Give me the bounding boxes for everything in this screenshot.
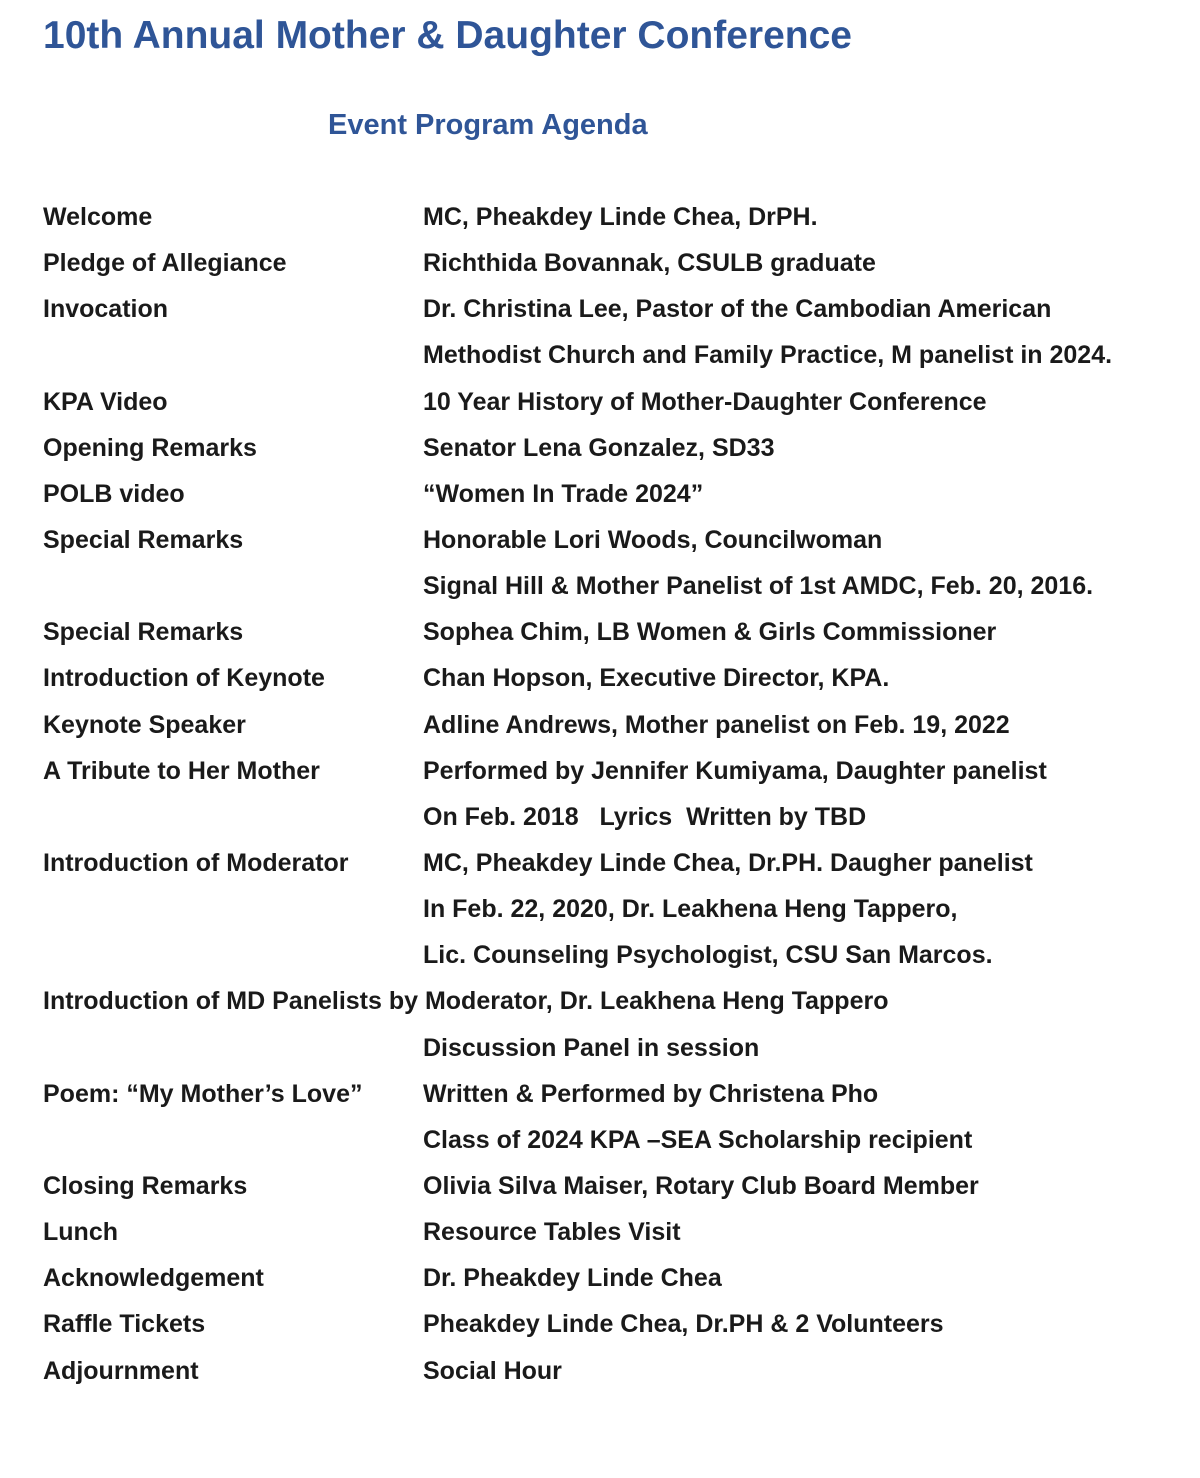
agenda-item: Raffle Tickets [43, 1310, 206, 1339]
agenda-row [43, 563, 1183, 609]
agenda-row [43, 425, 1183, 471]
agenda-row [43, 379, 1183, 425]
agenda-row [43, 332, 1183, 378]
agenda-item: Pledge of Allegiance [43, 249, 287, 278]
agenda-detail: Discussion Panel in session [423, 1033, 760, 1062]
agenda-item: POLB video [43, 479, 185, 508]
agenda-item: Introduction of Keynote [43, 664, 325, 693]
agenda-row-full-width [43, 978, 1183, 1024]
agenda-item: Special Remarks [43, 525, 244, 554]
agenda-detail: Dr. Pheakdey Linde Chea [423, 1264, 722, 1293]
agenda-detail: Sophea Chim, LB Women & Girls Commissioner [423, 618, 997, 647]
agenda-detail: Chan Hopson, Executive Director, KPA. [423, 664, 890, 693]
agenda-row [43, 1163, 1183, 1209]
agenda-detail: MC, Pheakdey Linde Chea, Dr.PH. Daugher panelist [423, 848, 1033, 877]
agenda-item: Keynote Speaker [43, 710, 246, 739]
agenda-row [43, 609, 1183, 655]
agenda-item: Lunch [43, 1218, 118, 1247]
agenda-row [43, 702, 1183, 748]
agenda-detail: Resource Tables Visit [423, 1218, 681, 1247]
agenda-item: Introduction of MD Panelists by Moderator, Dr. Leakhena Heng Tappero [43, 987, 889, 1016]
agenda-detail: Signal Hill & Mother Panelist of 1st AMDC, Feb. 20, 2016. [423, 572, 1094, 601]
agenda-row [43, 240, 1183, 286]
agenda-row [43, 471, 1183, 517]
agenda-item: Acknowledgement [43, 1264, 264, 1293]
agenda-item: A Tribute to Her Mother [43, 756, 320, 785]
agenda-detail: Senator Lena Gonzalez, SD33 [423, 433, 775, 462]
agenda-list [43, 194, 1183, 1394]
agenda-detail: Honorable Lori Woods, Councilwoman [423, 525, 883, 554]
agenda-detail: Social Hour [423, 1356, 562, 1385]
agenda-detail: “Women In Trade 2024” [423, 479, 704, 508]
agenda-row [43, 1025, 1183, 1071]
agenda-detail: In Feb. 22, 2020, Dr. Leakhena Heng Tappero, [423, 895, 958, 924]
agenda-detail: Olivia Silva Maiser, Rotary Club Board Member [423, 1171, 979, 1200]
agenda-row [43, 1117, 1183, 1163]
agenda-item: Opening Remarks [43, 433, 257, 462]
agenda-row [43, 1348, 1183, 1394]
agenda-item: Poem: “My Mother’s Love” [43, 1079, 363, 1108]
agenda-row [43, 517, 1183, 563]
agenda-item: Adjournment [43, 1356, 199, 1385]
document-subtitle: Event Program Agenda [328, 109, 648, 141]
agenda-detail: On Feb. 2018 Lyrics Written by TBD [423, 802, 867, 831]
document-title: 10th Annual Mother & Daughter Conference [43, 14, 852, 57]
agenda-detail: Adline Andrews, Mother panelist on Feb. 19, 2022 [423, 710, 1010, 739]
agenda-row [43, 794, 1183, 840]
agenda-row [43, 655, 1183, 701]
agenda-row [43, 748, 1183, 794]
agenda-row [43, 886, 1183, 932]
agenda-detail: Written & Performed by Christena Pho [423, 1079, 879, 1108]
agenda-item: Closing Remarks [43, 1171, 248, 1200]
agenda-item: Special Remarks [43, 618, 244, 647]
agenda-detail: Lic. Counseling Psychologist, CSU San Marcos. [423, 941, 993, 970]
agenda-detail: Methodist Church and Family Practice, M panelist in 2024. [423, 341, 1113, 370]
agenda-row [43, 194, 1183, 240]
agenda-item: Invocation [43, 295, 169, 324]
agenda-item: KPA Video [43, 387, 168, 416]
agenda-row [43, 932, 1183, 978]
agenda-detail: Richthida Bovannak, CSULB graduate [423, 249, 876, 278]
agenda-row [43, 1071, 1183, 1117]
agenda-detail: Class of 2024 KPA –SEA Scholarship recipient [423, 1125, 973, 1154]
agenda-detail: MC, Pheakdey Linde Chea, DrPH. [423, 203, 818, 231]
agenda-row [43, 1255, 1183, 1301]
agenda-row [43, 1209, 1183, 1255]
agenda-row [43, 840, 1183, 886]
agenda-item: Welcome [43, 203, 153, 231]
agenda-item: Introduction of Moderator [43, 848, 349, 877]
agenda-detail: 10 Year History of Mother-Daughter Conference [423, 387, 987, 416]
agenda-detail: Performed by Jennifer Kumiyama, Daughter panelist [423, 756, 1047, 785]
agenda-detail: Pheakdey Linde Chea, Dr.PH & 2 Volunteers [423, 1310, 944, 1339]
agenda-detail: Dr. Christina Lee, Pastor of the Cambodian American [423, 295, 1052, 324]
agenda-row [43, 1301, 1183, 1347]
agenda-row [43, 286, 1183, 332]
